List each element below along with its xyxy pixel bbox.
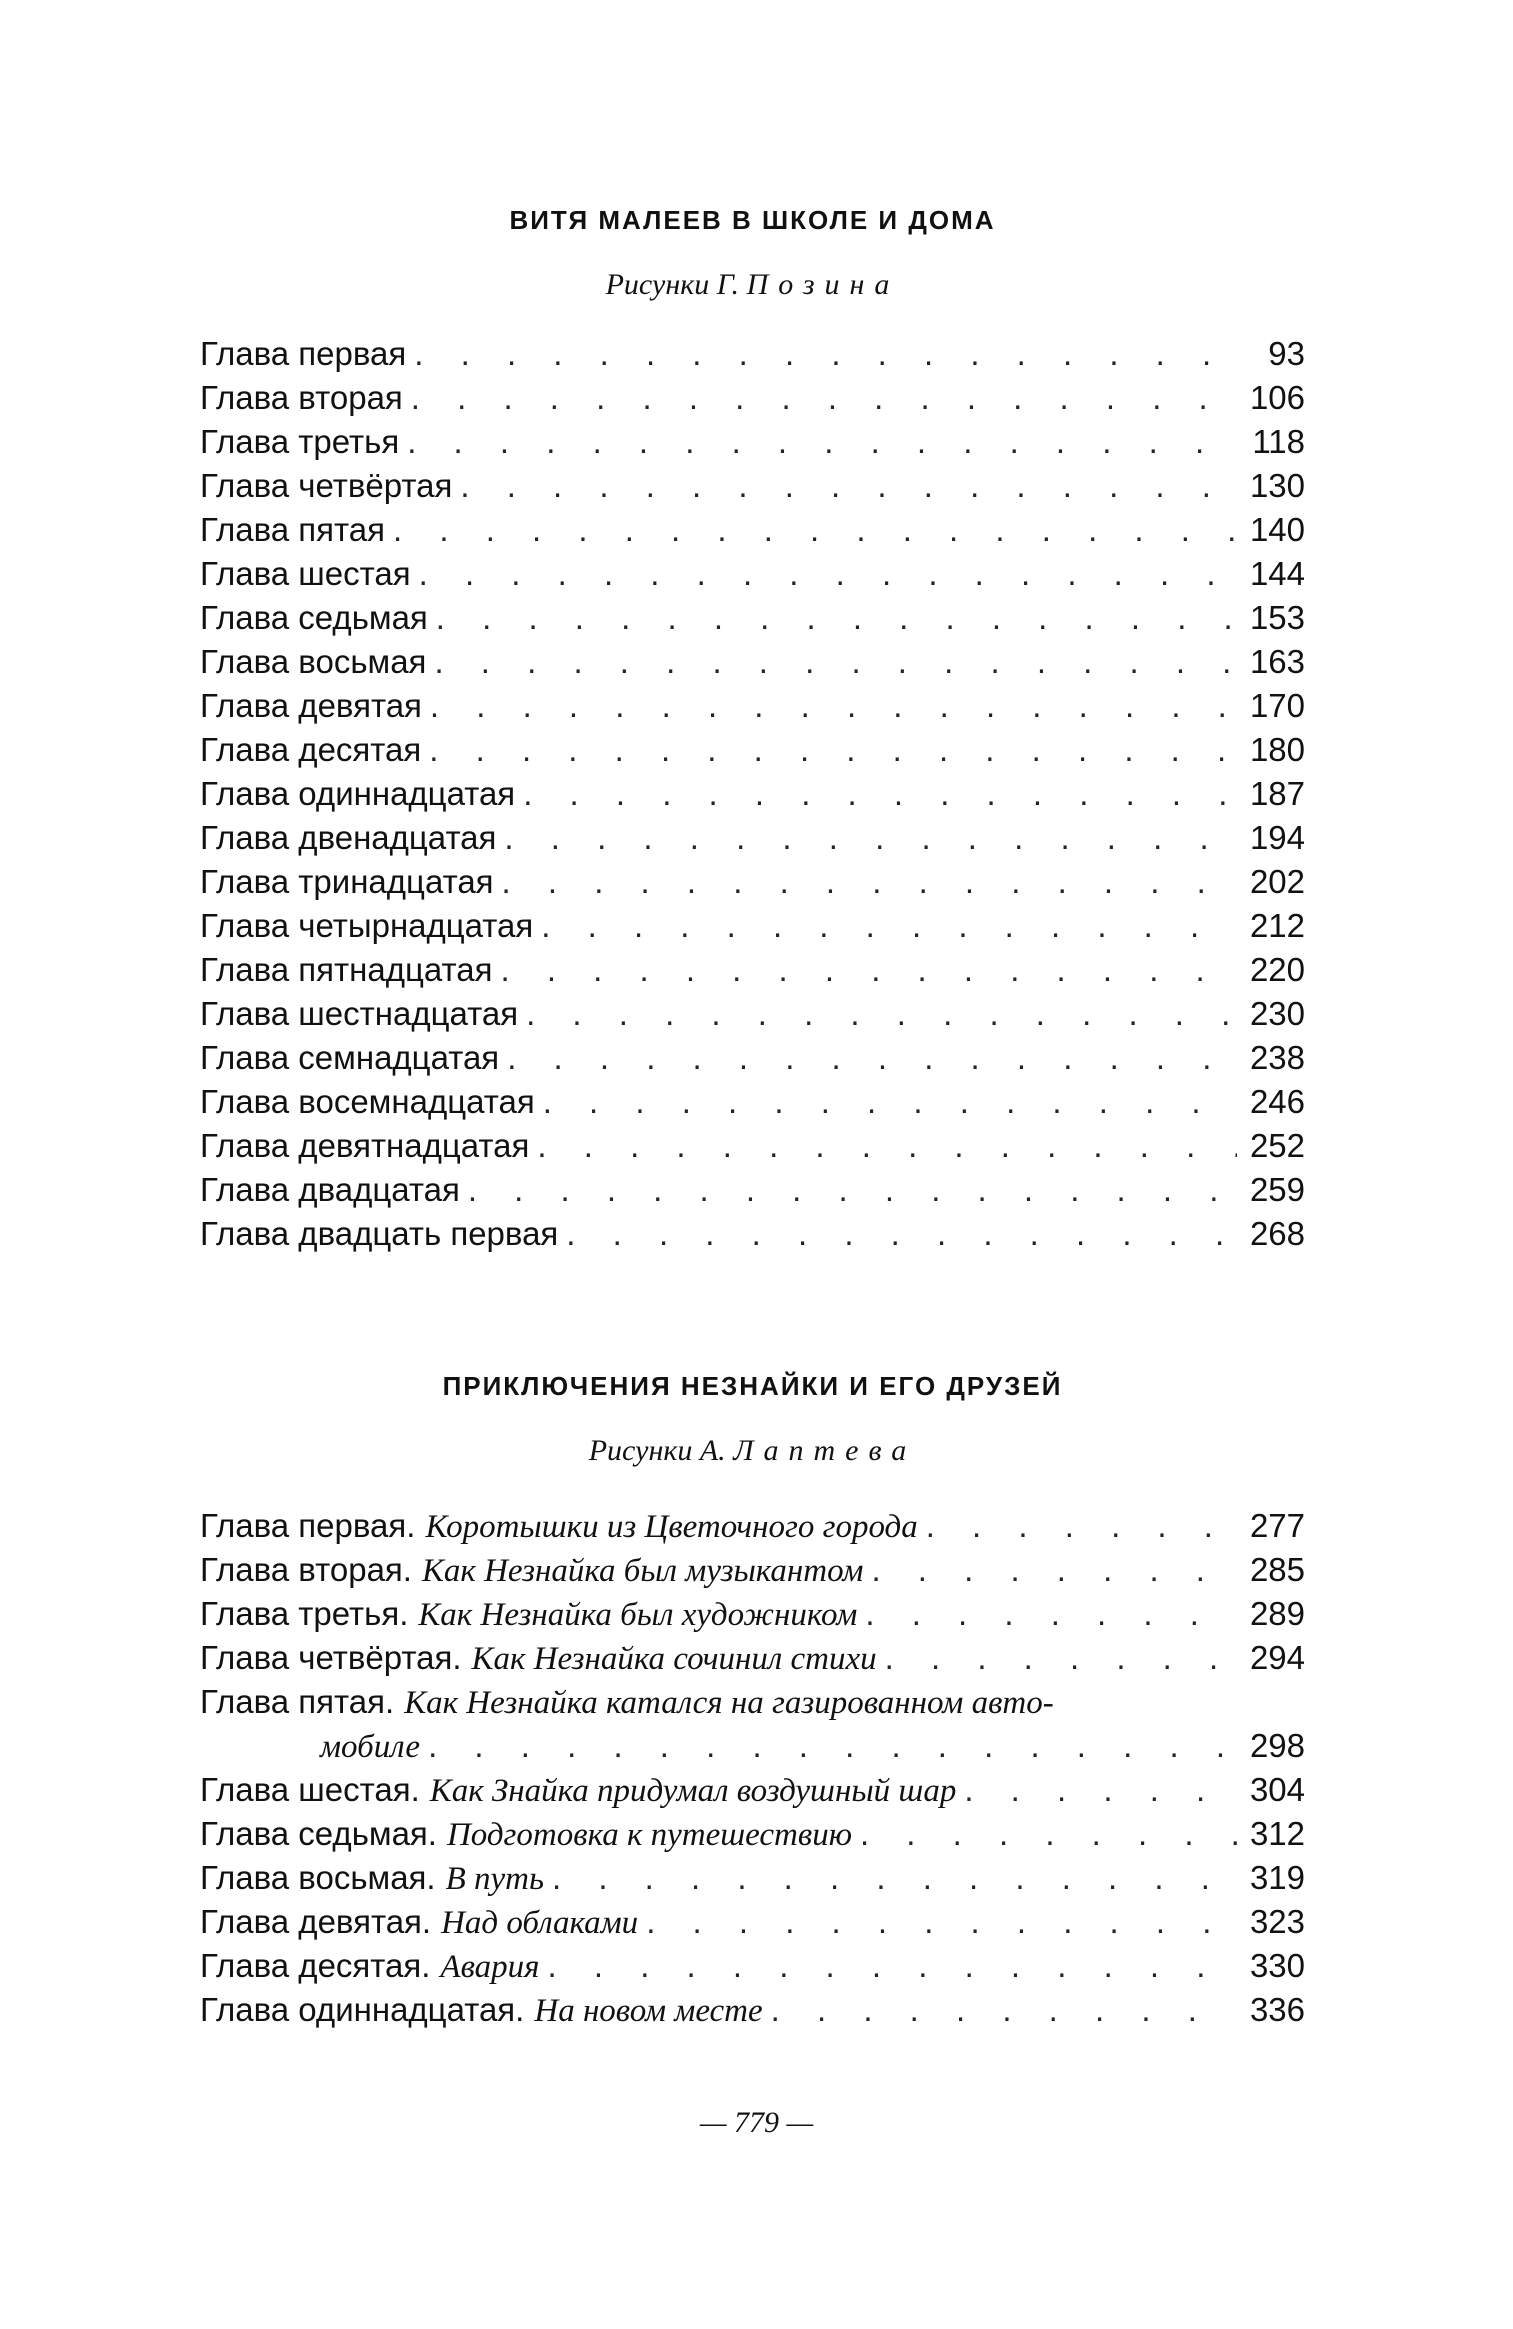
chapter-label bbox=[200, 684, 422, 728]
chapter-number: Глава третья. bbox=[200, 1595, 409, 1632]
toc-entry bbox=[200, 1592, 1305, 1636]
page-ref: 187 bbox=[1249, 775, 1305, 812]
chapter-title: Как Незнайка катался на газированном авто- bbox=[404, 1685, 1054, 1721]
toc-entry bbox=[200, 1724, 1305, 1768]
page-ref: 319 bbox=[1249, 1859, 1305, 1896]
chapter-number: Глава шестая. bbox=[200, 1771, 420, 1808]
page-ref: 220 bbox=[1249, 951, 1305, 988]
toc-entry bbox=[200, 1856, 1305, 1900]
toc-entry bbox=[200, 420, 1305, 464]
chapter-number: Глава двадцать первая bbox=[200, 1215, 559, 1252]
chapter-title: Над облаками bbox=[441, 1905, 639, 1941]
dot-leader bbox=[871, 1548, 1237, 1592]
chapter-label bbox=[200, 420, 399, 464]
page-ref: 163 bbox=[1249, 643, 1305, 680]
chapter-number: Глава четвёртая bbox=[200, 467, 453, 504]
chapter-label bbox=[200, 640, 426, 684]
dot-leader bbox=[502, 860, 1237, 904]
page-ref: 304 bbox=[1249, 1771, 1305, 1808]
toc-entry bbox=[200, 332, 1305, 376]
chapter-label bbox=[200, 1036, 499, 1080]
chapter-label bbox=[200, 552, 411, 596]
dot-leader bbox=[436, 596, 1237, 640]
chapter-label bbox=[200, 1988, 763, 2033]
toc-entry bbox=[200, 1212, 1305, 1256]
page-ref: 336 bbox=[1249, 1991, 1305, 2028]
page-number: — 779 — bbox=[699, 2106, 814, 2139]
chapter-number: Глава вторая. bbox=[200, 1551, 412, 1588]
page-ref: 330 bbox=[1249, 1947, 1305, 1984]
toc-entry bbox=[200, 464, 1305, 508]
dot-leader bbox=[468, 1168, 1237, 1212]
toc-entry bbox=[200, 860, 1305, 904]
toc-entry bbox=[200, 684, 1305, 728]
toc-entry bbox=[200, 508, 1305, 552]
page-ref: 202 bbox=[1249, 863, 1305, 900]
chapter-number: Глава одиннадцатая bbox=[200, 775, 516, 812]
toc-entry bbox=[200, 1944, 1305, 1988]
section-title: ПРИКЛЮЧЕНИЯ НЕЗНАЙКИ И ЕГО ДРУЗЕЙ bbox=[442, 1371, 1063, 1401]
page-ref: 268 bbox=[1249, 1215, 1305, 1252]
toc-entry bbox=[200, 948, 1305, 992]
toc-section-vitya-maleev bbox=[200, 200, 1305, 1256]
chapter-label bbox=[200, 508, 385, 552]
chapter-number: Глава десятая bbox=[200, 731, 422, 768]
section-credit bbox=[200, 1426, 1305, 1476]
chapter-number: Глава девятнадцатая bbox=[200, 1127, 530, 1164]
dot-leader bbox=[411, 376, 1237, 420]
chapter-label bbox=[200, 772, 515, 816]
chapter-label bbox=[200, 1944, 540, 1989]
chapter-title: Авария bbox=[440, 1949, 540, 1985]
dot-leader bbox=[566, 1212, 1237, 1256]
page-ref: 118 bbox=[1252, 423, 1305, 460]
chapter-label bbox=[200, 728, 421, 772]
chapter-number: Глава вторая bbox=[200, 379, 403, 416]
page-ref: 312 bbox=[1249, 1815, 1305, 1852]
chapter-number: Глава девятая. bbox=[200, 1903, 432, 1940]
chapter-label bbox=[200, 464, 452, 508]
dot-leader bbox=[460, 464, 1237, 508]
toc-entry bbox=[200, 1680, 1305, 1724]
toc-entry bbox=[200, 596, 1305, 640]
chapter-number: Глава первая. bbox=[200, 1507, 416, 1544]
toc-entry bbox=[200, 640, 1305, 684]
toc-entry bbox=[200, 728, 1305, 772]
page-ref: 246 bbox=[1249, 1083, 1305, 1120]
dot-leader bbox=[501, 948, 1238, 992]
page-ref: 298 bbox=[1249, 1727, 1305, 1764]
section-title: ВИТЯ МАЛЕЕВ В ШКОЛЕ И ДОМА bbox=[509, 205, 996, 235]
chapter-label bbox=[200, 1080, 535, 1124]
chapter-number: Глава пятая. bbox=[200, 1683, 395, 1720]
toc-entry bbox=[200, 1080, 1305, 1124]
dot-leader bbox=[646, 1900, 1237, 1944]
chapter-title: Как Незнайка был художником bbox=[418, 1597, 858, 1633]
dot-leader bbox=[407, 420, 1237, 464]
dot-leader bbox=[434, 640, 1237, 684]
dot-leader bbox=[865, 1592, 1237, 1636]
page-ref: 140 bbox=[1249, 511, 1305, 548]
toc-section-neznayka bbox=[200, 1366, 1305, 2032]
credit-prefix: Рисунки А. bbox=[588, 1434, 726, 1467]
dot-leader bbox=[771, 1988, 1237, 2032]
chapter-title: Подготовка к путешествию bbox=[446, 1817, 852, 1853]
chapter-number: Глава четвёртая. bbox=[200, 1639, 462, 1676]
toc-entry bbox=[200, 1124, 1305, 1168]
chapter-number: Глава семнадцатая bbox=[200, 1039, 500, 1076]
dot-leader bbox=[548, 1944, 1237, 1988]
chapter-number: Глава шестая bbox=[200, 555, 411, 592]
chapter-label bbox=[200, 1168, 460, 1212]
dot-leader bbox=[543, 1080, 1237, 1124]
dot-leader bbox=[526, 992, 1237, 1036]
credit-name: Лаптева bbox=[733, 1434, 917, 1467]
page-ref: 93 bbox=[1268, 335, 1305, 372]
chapter-number: Глава седьмая. bbox=[200, 1815, 437, 1852]
chapter-label bbox=[200, 904, 533, 948]
chapter-label bbox=[200, 1900, 638, 1945]
chapter-number: Глава третья bbox=[200, 423, 400, 460]
dot-leader bbox=[414, 332, 1237, 376]
chapter-number: Глава первая bbox=[200, 335, 407, 372]
page-ref: 294 bbox=[1249, 1639, 1305, 1676]
chapter-number: Глава десятая. bbox=[200, 1947, 431, 1984]
chapter-label bbox=[200, 1592, 857, 1637]
toc-entry bbox=[200, 552, 1305, 596]
page-ref: 130 bbox=[1249, 467, 1305, 504]
dot-leader bbox=[926, 1504, 1237, 1548]
chapter-number: Глава двадцатая bbox=[200, 1171, 460, 1208]
toc-entry bbox=[200, 1548, 1305, 1592]
page-ref: 259 bbox=[1249, 1171, 1305, 1208]
dot-leader bbox=[541, 904, 1237, 948]
chapter-title: В путь bbox=[445, 1861, 544, 1897]
page-ref: 170 bbox=[1249, 687, 1305, 724]
dot-leader bbox=[430, 684, 1237, 728]
page-ref: 323 bbox=[1249, 1903, 1305, 1940]
dot-leader bbox=[552, 1856, 1237, 1900]
chapter-label bbox=[200, 860, 494, 904]
chapter-number: Глава восьмая bbox=[200, 643, 427, 680]
toc-entry bbox=[200, 1168, 1305, 1212]
toc-entry bbox=[200, 992, 1305, 1036]
dot-leader bbox=[419, 552, 1237, 596]
toc-entry bbox=[200, 1900, 1305, 1944]
toc-entry bbox=[200, 816, 1305, 860]
chapter-number: Глава четырнадцатая bbox=[200, 907, 534, 944]
toc-entry bbox=[200, 772, 1305, 816]
dot-leader bbox=[428, 1724, 1237, 1768]
chapter-number: Глава тринадцатая bbox=[200, 863, 494, 900]
chapter-number: Глава двенадцатая bbox=[200, 819, 497, 856]
chapter-label bbox=[200, 816, 496, 860]
toc-list bbox=[200, 332, 1305, 1256]
page-ref: 153 bbox=[1249, 599, 1305, 636]
toc-entry bbox=[200, 904, 1305, 948]
chapter-number: Глава восьмая. bbox=[200, 1859, 436, 1896]
page-ref: 277 bbox=[1249, 1507, 1305, 1544]
chapter-number: Глава пятнадцатая bbox=[200, 951, 493, 988]
toc-entry bbox=[200, 1988, 1305, 2032]
page-ref: 252 bbox=[1249, 1127, 1305, 1164]
chapter-label bbox=[200, 1124, 529, 1168]
chapter-number: Глава шестнадцатая bbox=[200, 995, 519, 1032]
dot-leader bbox=[523, 772, 1237, 816]
chapter-label bbox=[200, 1504, 918, 1549]
toc-entry bbox=[200, 1036, 1305, 1080]
page-ref: 212 bbox=[1249, 907, 1305, 944]
chapter-label bbox=[200, 1636, 877, 1681]
dot-leader bbox=[507, 1036, 1237, 1080]
page-ref: 238 bbox=[1249, 1039, 1305, 1076]
chapter-title: На новом месте bbox=[534, 1993, 763, 2029]
chapter-label bbox=[200, 596, 428, 640]
toc-entry bbox=[200, 1812, 1305, 1856]
chapter-label bbox=[200, 948, 493, 992]
toc-entry bbox=[200, 1636, 1305, 1680]
toc-entry bbox=[200, 1504, 1305, 1548]
chapter-number: Глава девятая bbox=[200, 687, 422, 724]
chapter-label bbox=[200, 1680, 1054, 1725]
dot-leader bbox=[885, 1636, 1237, 1680]
chapter-label bbox=[200, 376, 403, 420]
chapter-label bbox=[200, 1212, 558, 1256]
dot-leader bbox=[393, 508, 1237, 552]
chapter-title: Как Незнайка сочинил стихи bbox=[471, 1641, 877, 1677]
chapter-number: Глава одиннадцатая. bbox=[200, 1991, 525, 2028]
credit-prefix: Рисунки Г. bbox=[605, 268, 740, 301]
chapter-number: Глава пятая bbox=[200, 511, 386, 548]
chapter-label bbox=[200, 1768, 956, 1813]
page-ref: 106 bbox=[1249, 379, 1305, 416]
chapter-title: Как Незнайка был музыкантом bbox=[421, 1553, 864, 1589]
page-ref: 144 bbox=[1249, 555, 1305, 592]
page-ref: 180 bbox=[1249, 731, 1305, 768]
dot-leader bbox=[860, 1812, 1237, 1856]
page-ref: 289 bbox=[1249, 1595, 1305, 1632]
page-ref: 285 bbox=[1249, 1551, 1305, 1588]
credit-name: Позина bbox=[746, 268, 900, 301]
page-ref: 230 bbox=[1249, 995, 1305, 1032]
chapter-label bbox=[200, 992, 518, 1036]
chapter-title: мобиле bbox=[320, 1729, 421, 1765]
dot-leader bbox=[964, 1768, 1237, 1812]
chapter-label bbox=[200, 332, 406, 376]
chapter-label bbox=[320, 1724, 420, 1769]
toc-entry bbox=[200, 1768, 1305, 1812]
chapter-label bbox=[200, 1548, 863, 1593]
chapter-label bbox=[200, 1856, 544, 1901]
page-ref: 194 bbox=[1249, 819, 1305, 856]
chapter-number: Глава восемнадцатая bbox=[200, 1083, 535, 1120]
dot-leader bbox=[429, 728, 1237, 772]
toc-entry bbox=[200, 376, 1305, 420]
section-credit bbox=[200, 260, 1305, 310]
toc-list bbox=[200, 1504, 1305, 2032]
chapter-number: Глава седьмая bbox=[200, 599, 428, 636]
chapter-title: Как Знайка придумал воздушный шар bbox=[429, 1773, 957, 1809]
dot-leader bbox=[537, 1124, 1237, 1168]
chapter-label bbox=[200, 1812, 852, 1857]
chapter-title: Коротышки из Цветочного города bbox=[425, 1509, 918, 1545]
dot-leader bbox=[504, 816, 1237, 860]
